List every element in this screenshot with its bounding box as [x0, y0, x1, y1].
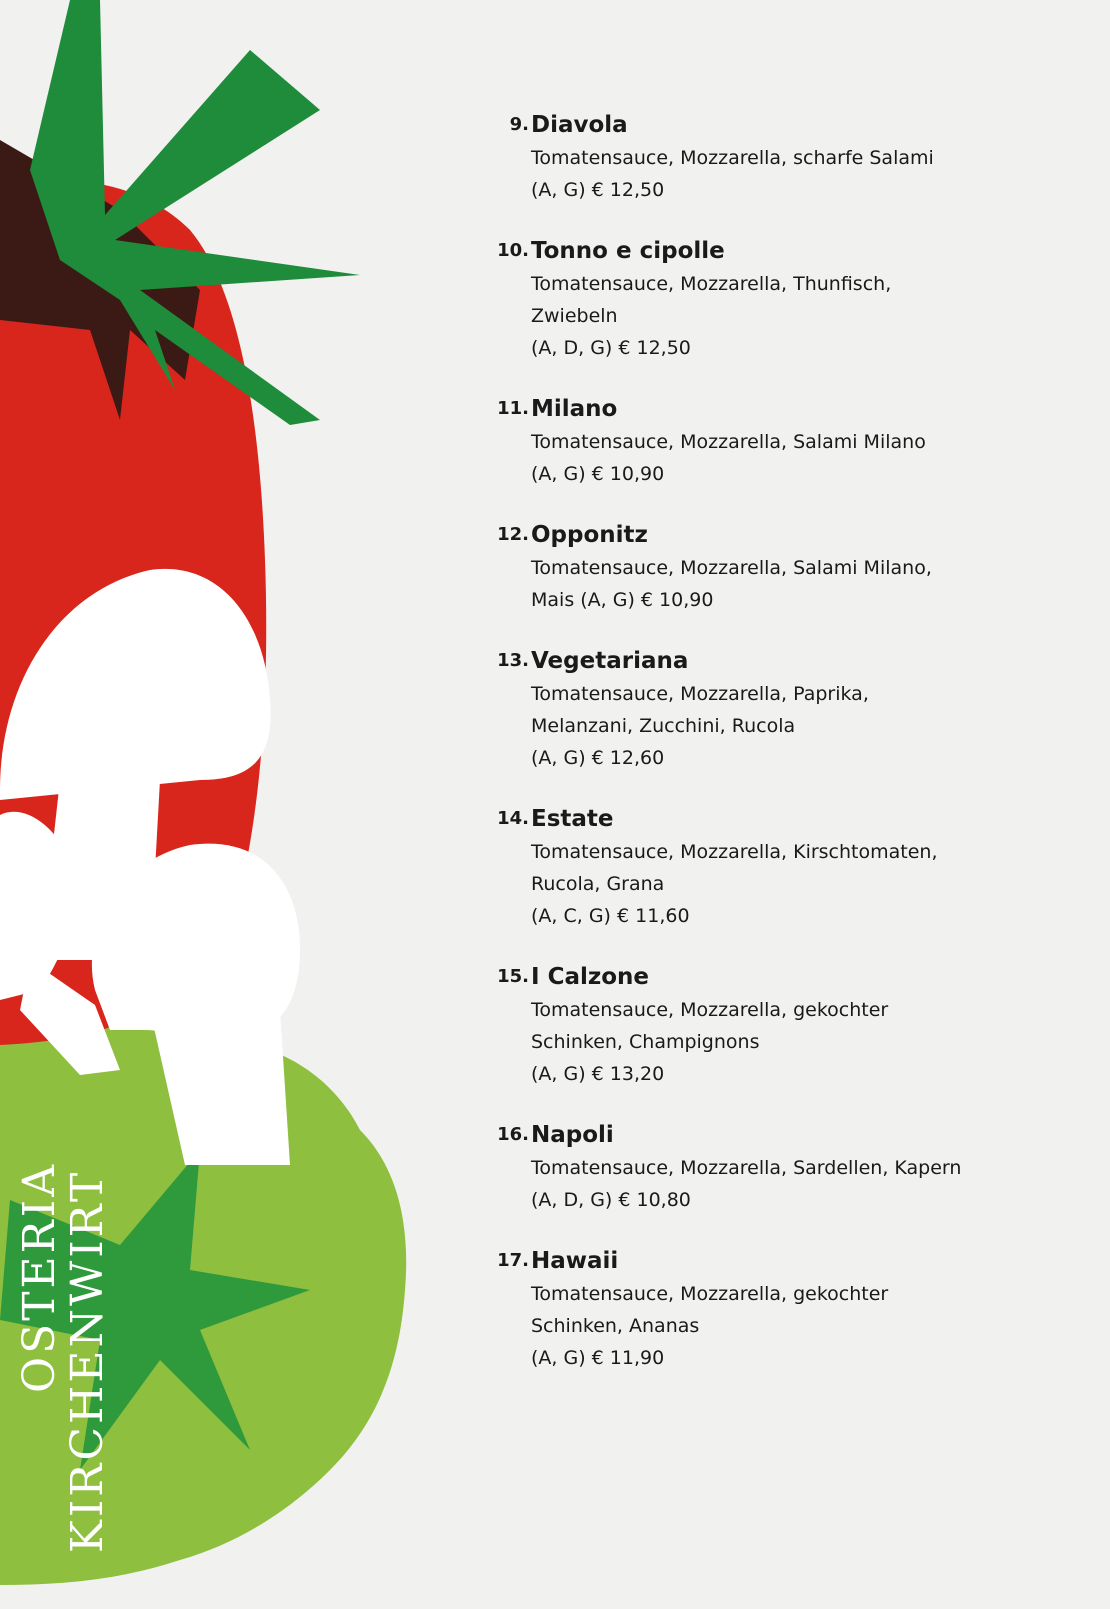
menu-item [495, 518, 1095, 616]
menu-item-name: I Calzone [531, 964, 650, 990]
menu-item-number: 12. [497, 524, 529, 545]
menu-item-description-line: Schinken, Ananas [531, 1315, 700, 1337]
menu-item-number: 9. [509, 114, 529, 135]
menu-item [495, 1118, 1095, 1216]
menu-item-description-line: Tomatensauce, Mozzarella, gekochter [531, 1283, 889, 1305]
menu-item-number: 11. [497, 398, 529, 419]
menu-item-description-line: Zwiebeln [531, 305, 618, 327]
menu-item-name: Vegetariana [531, 648, 689, 674]
pizza-menu-list [495, 108, 1095, 1402]
brand-line-1: OSTERIA [14, 1162, 65, 1393]
menu-item [495, 392, 1095, 490]
menu-item-name: Opponitz [531, 522, 648, 548]
menu-item-description-line: Tomatensauce, Mozzarella, Thunfisch, [531, 273, 892, 295]
menu-item-description-line: (A, G) € 12,60 [531, 747, 665, 769]
menu-item-description-line: (A, G) € 13,20 [531, 1063, 665, 1085]
menu-item-description-line: Rucola, Grana [531, 873, 665, 895]
menu-item-description-line: Melanzani, Zucchini, Rucola [531, 715, 796, 737]
brand-line-2: KIRCHENWIRT [62, 1169, 113, 1553]
menu-item-number: 15. [497, 966, 529, 987]
menu-item-name: Hawaii [531, 1248, 619, 1274]
menu-item-description-line: Schinken, Champignons [531, 1031, 760, 1053]
menu-item-name: Diavola [531, 112, 628, 138]
menu-item [495, 960, 1095, 1090]
menu-item-description-line: Tomatensauce, Mozzarella, Salami Milano, [531, 557, 932, 579]
menu-item-number: 16. [497, 1124, 529, 1145]
menu-item-number: 14. [497, 808, 529, 829]
brand-logo [14, 1162, 113, 1553]
menu-item-description-line: (A, C, G) € 11,60 [531, 905, 690, 927]
menu-item-description-line: (A, G) € 10,90 [531, 463, 665, 485]
menu-item-name: Napoli [531, 1122, 614, 1148]
menu-item-description-line: (A, G) € 12,50 [531, 179, 665, 201]
menu-item [495, 644, 1095, 774]
menu-item-description-line: Tomatensauce, Mozzarella, scharfe Salami [531, 147, 934, 169]
menu-item-description-line: (A, D, G) € 10,80 [531, 1189, 691, 1211]
menu-item [495, 802, 1095, 932]
menu-item [495, 108, 1095, 206]
menu-item-description-line: Tomatensauce, Mozzarella, Salami Milano [531, 431, 926, 453]
menu-item-name: Tonno e cipolle [531, 238, 725, 264]
menu-item-description-line: Mais (A, G) € 10,90 [531, 589, 714, 611]
menu-item-description-line: Tomatensauce, Mozzarella, gekochter [531, 999, 889, 1021]
menu-item-description-line: Tomatensauce, Mozzarella, Sardellen, Kapern [531, 1157, 962, 1179]
menu-item-number: 17. [497, 1250, 529, 1271]
menu-item-number: 13. [497, 650, 529, 671]
menu-item-description-line: Tomatensauce, Mozzarella, Paprika, [531, 683, 869, 705]
menu-item-name: Estate [531, 806, 614, 832]
menu-item [495, 1244, 1095, 1374]
menu-item-number: 10. [497, 240, 529, 261]
menu-item-description-line: Tomatensauce, Mozzarella, Kirschtomaten, [531, 841, 938, 863]
menu-item-name: Milano [531, 396, 618, 422]
menu-item-description-line: (A, G) € 11,90 [531, 1347, 665, 1369]
menu-item-description-line: (A, D, G) € 12,50 [531, 337, 691, 359]
menu-item [495, 234, 1095, 364]
